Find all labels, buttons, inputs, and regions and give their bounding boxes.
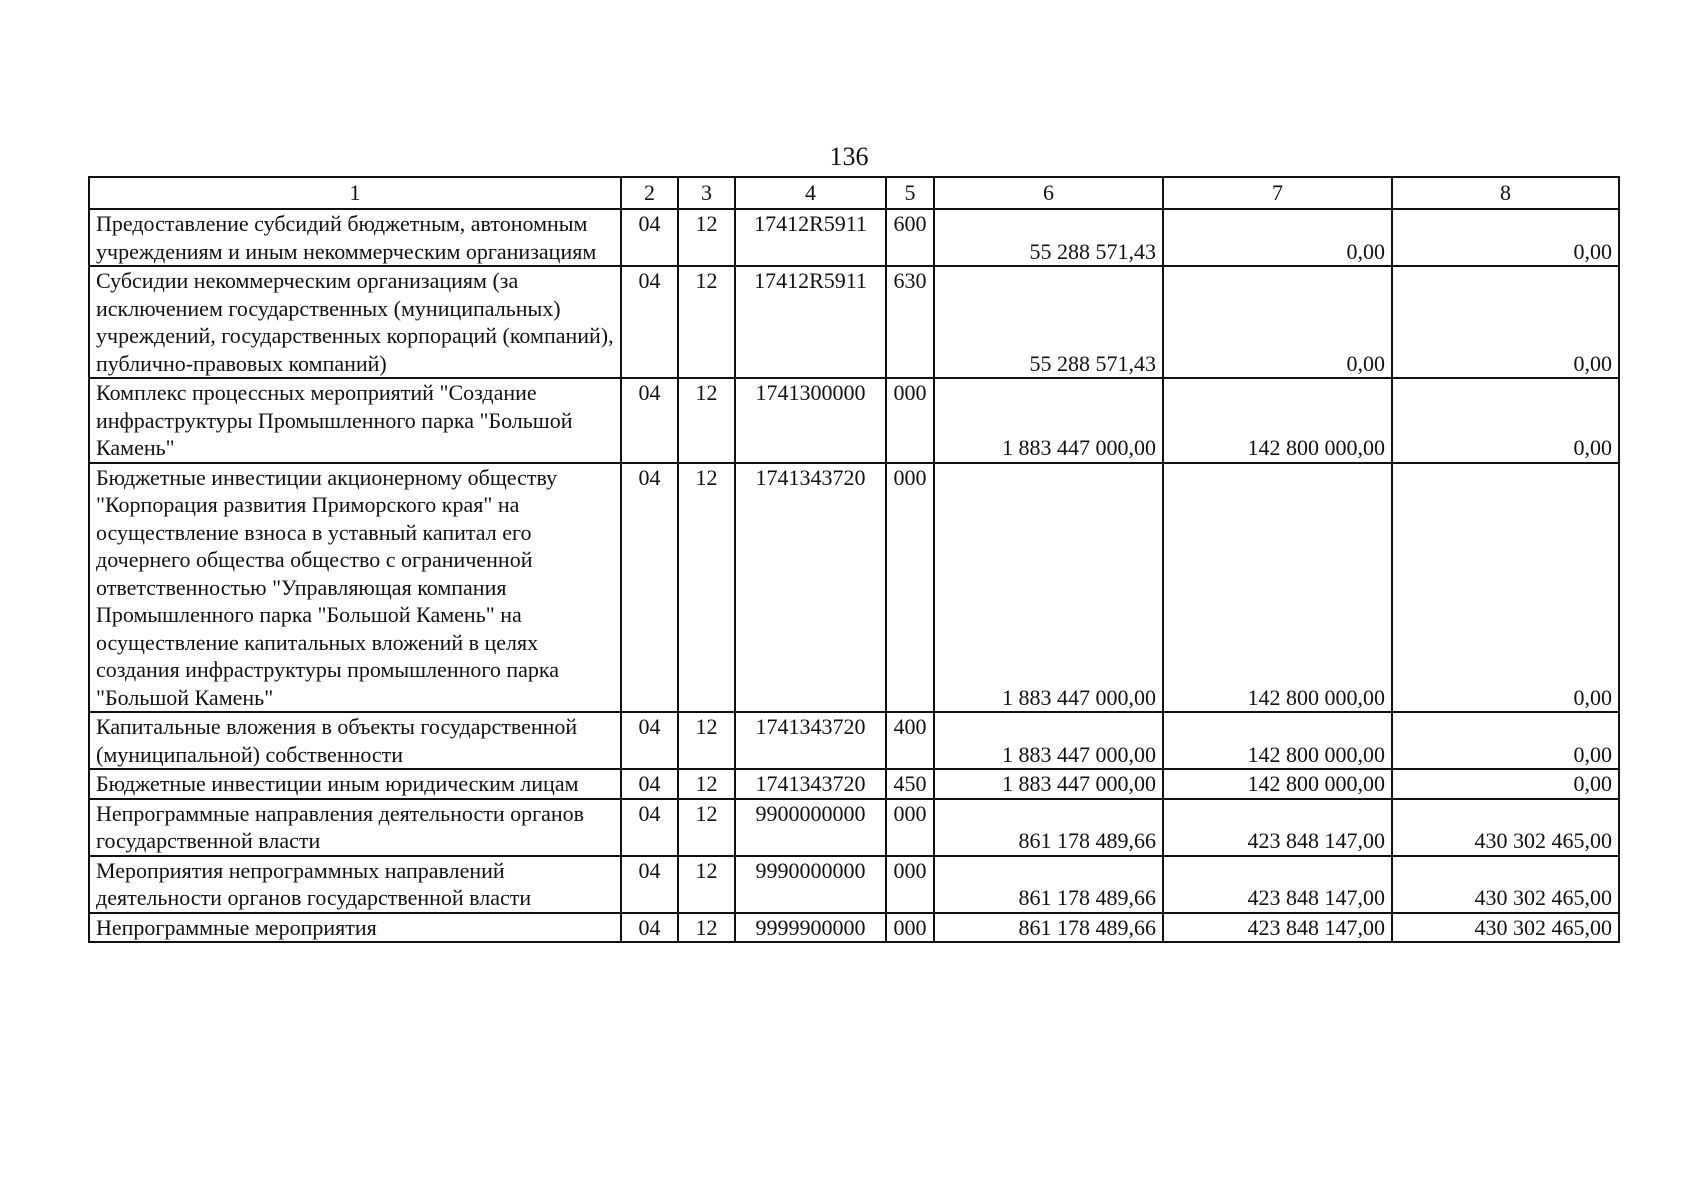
row-name: Капитальные вложения в объекты государственной (муниципальной) собственности <box>89 712 621 769</box>
row-target-article: 9990000000 <box>735 856 886 913</box>
row-target-article: 9999900000 <box>735 913 886 943</box>
row-amount-6: 1 883 447 000,00 <box>934 463 1163 713</box>
row-subsection: 12 <box>678 799 735 856</box>
row-target-article: 9900000000 <box>735 799 886 856</box>
row-name: Непрограммные направления деятельности органов государственной власти <box>89 799 621 856</box>
header-cell: 8 <box>1392 177 1619 209</box>
row-amount-6: 1 883 447 000,00 <box>934 769 1163 799</box>
row-name: Бюджетные инвестиции акционерному обществу "Корпорация развития Приморского края" на осуществление взноса в уставный капитал его дочернего общества общество с ограниченной ответственностью "Управляющая компания Промышленного парка "Большой Камень" на осуществление капитальных вложений в целях создания инфраструктуры промышленного парка "Большой Камень" <box>89 463 621 713</box>
row-section: 04 <box>621 856 678 913</box>
row-target-article: 1741300000 <box>735 378 886 463</box>
row-section: 04 <box>621 209 678 266</box>
row-expense-type: 000 <box>886 856 934 913</box>
row-target-article: 17412R5911 <box>735 266 886 378</box>
row-target-article: 17412R5911 <box>735 209 886 266</box>
row-amount-6: 861 178 489,66 <box>934 799 1163 856</box>
row-amount-8: 0,00 <box>1392 378 1619 463</box>
row-name: Бюджетные инвестиции иным юридическим лицам <box>89 769 621 799</box>
row-amount-8: 0,00 <box>1392 463 1619 713</box>
header-cell: 6 <box>934 177 1163 209</box>
row-expense-type: 450 <box>886 769 934 799</box>
row-name: Комплекс процессных мероприятий "Создание инфраструктуры Промышленного парка "Большой Камень" <box>89 378 621 463</box>
page-number: 136 <box>829 142 869 171</box>
row-section: 04 <box>621 913 678 943</box>
row-amount-8: 0,00 <box>1392 769 1619 799</box>
row-expense-type: 630 <box>886 266 934 378</box>
row-amount-8: 430 302 465,00 <box>1392 856 1619 913</box>
row-amount-6: 55 288 571,43 <box>934 266 1163 378</box>
row-amount-6: 1 883 447 000,00 <box>934 712 1163 769</box>
row-section: 04 <box>621 799 678 856</box>
table-row <box>89 266 1619 378</box>
row-section: 04 <box>621 378 678 463</box>
row-amount-6: 861 178 489,66 <box>934 913 1163 943</box>
table-row <box>89 913 1619 943</box>
row-expense-type: 000 <box>886 378 934 463</box>
row-target-article: 1741343720 <box>735 712 886 769</box>
table-row <box>89 378 1619 463</box>
row-amount-8: 0,00 <box>1392 209 1619 266</box>
table-row <box>89 799 1619 856</box>
row-amount-8: 0,00 <box>1392 266 1619 378</box>
header-cell: 7 <box>1163 177 1392 209</box>
row-amount-7: 142 800 000,00 <box>1163 769 1392 799</box>
row-amount-7: 142 800 000,00 <box>1163 463 1392 713</box>
row-expense-type: 000 <box>886 463 934 713</box>
row-amount-6: 1 883 447 000,00 <box>934 378 1163 463</box>
table-row <box>89 712 1619 769</box>
row-amount-7: 142 800 000,00 <box>1163 378 1392 463</box>
row-expense-type: 400 <box>886 712 934 769</box>
row-amount-7: 142 800 000,00 <box>1163 712 1392 769</box>
row-amount-8: 430 302 465,00 <box>1392 913 1619 943</box>
row-subsection: 12 <box>678 266 735 378</box>
row-expense-type: 600 <box>886 209 934 266</box>
row-name: Мероприятия непрограммных направлений деятельности органов государственной власти <box>89 856 621 913</box>
row-subsection: 12 <box>678 856 735 913</box>
budget-table <box>88 176 1620 943</box>
header-cell: 5 <box>886 177 934 209</box>
row-amount-8: 430 302 465,00 <box>1392 799 1619 856</box>
row-name: Непрограммные мероприятия <box>89 913 621 943</box>
table-header-row <box>89 177 1619 209</box>
row-amount-6: 861 178 489,66 <box>934 856 1163 913</box>
table-row <box>89 769 1619 799</box>
table-row <box>89 463 1619 713</box>
row-amount-7: 423 848 147,00 <box>1163 913 1392 943</box>
row-section: 04 <box>621 769 678 799</box>
table-row <box>89 209 1619 266</box>
row-subsection: 12 <box>678 378 735 463</box>
table-row <box>89 856 1619 913</box>
row-amount-7: 0,00 <box>1163 266 1392 378</box>
row-amount-7: 423 848 147,00 <box>1163 799 1392 856</box>
row-amount-6: 55 288 571,43 <box>934 209 1163 266</box>
row-subsection: 12 <box>678 209 735 266</box>
row-section: 04 <box>621 712 678 769</box>
row-subsection: 12 <box>678 913 735 943</box>
header-cell: 2 <box>621 177 678 209</box>
row-amount-8: 0,00 <box>1392 712 1619 769</box>
row-subsection: 12 <box>678 769 735 799</box>
row-expense-type: 000 <box>886 799 934 856</box>
row-expense-type: 000 <box>886 913 934 943</box>
row-amount-7: 423 848 147,00 <box>1163 856 1392 913</box>
header-cell: 3 <box>678 177 735 209</box>
row-amount-7: 0,00 <box>1163 209 1392 266</box>
row-subsection: 12 <box>678 712 735 769</box>
row-target-article: 1741343720 <box>735 769 886 799</box>
row-section: 04 <box>621 266 678 378</box>
row-name: Субсидии некоммерческим организациям (за исключением государственных (муниципальных) учреждений, государственных корпораций (компаний), публично-правовых компаний) <box>89 266 621 378</box>
header-cell: 4 <box>735 177 886 209</box>
row-section: 04 <box>621 463 678 713</box>
row-target-article: 1741343720 <box>735 463 886 713</box>
row-subsection: 12 <box>678 463 735 713</box>
row-name: Предоставление субсидий бюджетным, автономным учреждениям и иным некоммерческим организациям <box>89 209 621 266</box>
header-cell: 1 <box>89 177 621 209</box>
